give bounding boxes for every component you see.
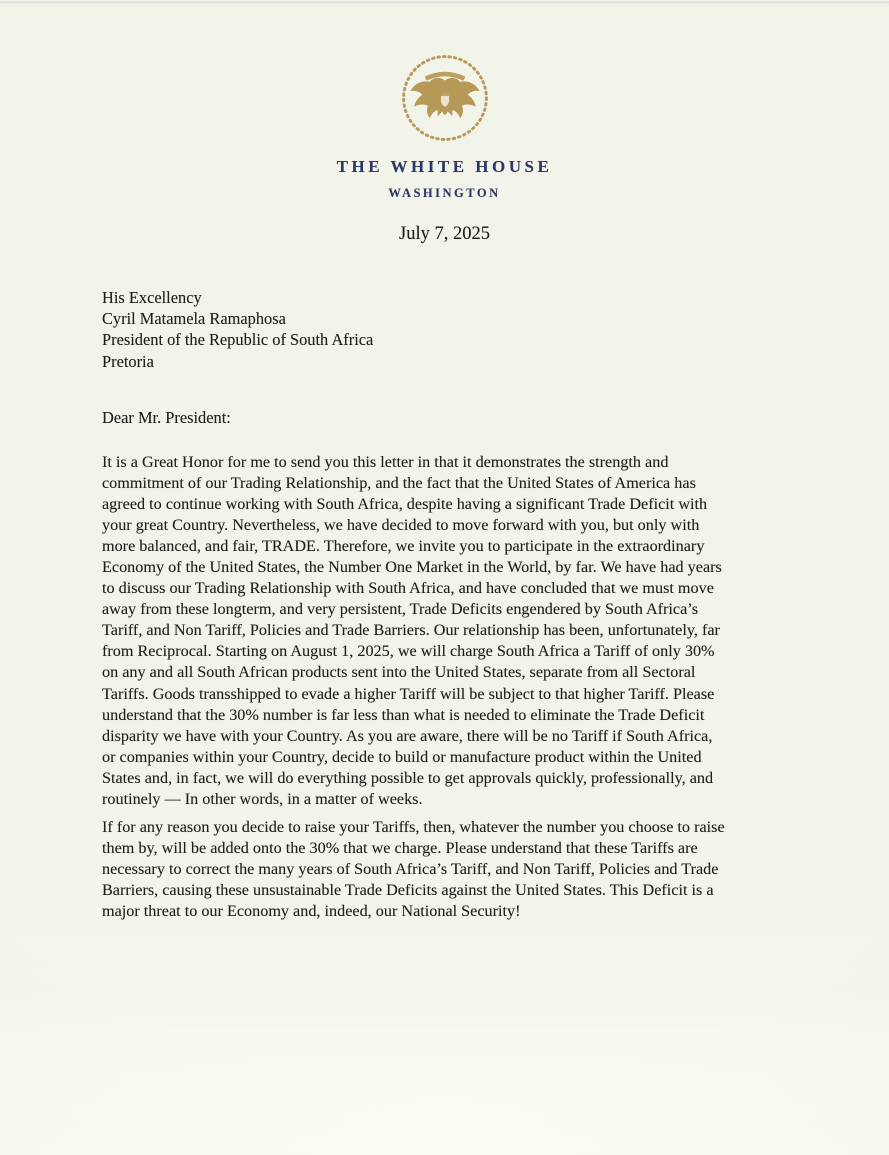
- body-line: understand that the 30% number is far less than what is needed to eliminate the Trade Deficit: [102, 705, 705, 724]
- body-line: It is a Great Honor for me to send you this letter in that it demonstrates the strength and: [102, 453, 669, 471]
- body-paragraph-2: [102, 817, 725, 922]
- body-line: Tariffs. Goods transshipped to evade a higher Tariff will be subject to that higher Tariff. Please: [102, 684, 715, 703]
- body-line: major threat to our Economy and, indeed, our National Security!: [102, 902, 521, 921]
- body-line: necessary to correct the many years of South Africa’s Tariff, and Non Tariff, Policies and Trade: [102, 860, 719, 879]
- salutation: Dear Mr. President:: [102, 408, 231, 427]
- body-paragraph-1: [102, 452, 722, 810]
- body-line: disparity we have with your Country. As you are aware, there will be no Tariff if South Africa,: [102, 726, 713, 745]
- body-line: Barriers, causing these unsustainable Trade Deficits against the United States. This Deficit is a: [102, 881, 714, 900]
- recipient-line: His Excellency: [102, 288, 202, 307]
- body-line: If for any reason you decide to raise your Tariffs, then, whatever the number you choose to raise: [102, 818, 725, 836]
- body-line: away from these longterm, and very persistent, Trade Deficits engendered by South Africa’s: [102, 600, 699, 619]
- body-line: from Reciprocal. Starting on August 1, 2025, we will charge South Africa a Tariff of only 30%: [102, 642, 715, 661]
- letterhead-title: THE WHITE HOUSE: [336, 157, 553, 176]
- letterhead-subtitle: WASHINGTON: [388, 186, 501, 200]
- recipient-line: President of the Republic of South Africa: [102, 330, 374, 350]
- body-line: Tariff, and Non Tariff, Policies and Trade Barriers. Our relationship has been, unfortunately, far: [102, 621, 720, 640]
- presidential-seal-icon: [399, 52, 491, 144]
- recipient-line: Cyril Matamela Ramaphosa: [102, 309, 286, 329]
- body-line: or companies within your Country, decide to build or manufacture product within the United: [102, 747, 702, 766]
- body-line: more balanced, and fair, TRADE. Therefore, we invite you to participate in the extraordinary: [102, 537, 705, 556]
- letter-date: July 7, 2025: [399, 224, 490, 244]
- body-line: to discuss our Trading Relationship with South Africa, and have concluded that we must move: [102, 579, 714, 598]
- body-line: routinely — In other words, in a matter of weeks.: [102, 789, 423, 808]
- body-line: your great Country. Nevertheless, we have decided to move forward with you, but only with: [102, 516, 700, 535]
- recipient-address-block: [102, 287, 373, 372]
- body-line: on any and all South African products sent into the United States, separate from all Sectoral: [102, 663, 696, 682]
- body-line: Economy of the United States, the Number One Market in the World, by far. We have had years: [102, 558, 722, 577]
- body-line: them by, will be added onto the 30% that we charge. Please understand that these Tariffs are: [102, 839, 698, 858]
- body-line: commitment of our Trading Relationship, and the fact that the United States of America has: [102, 474, 696, 493]
- recipient-line: Pretoria: [102, 351, 154, 371]
- body-line: agreed to continue working with South Africa, despite having a significant Trade Deficit with: [102, 495, 708, 514]
- body-line: States and, in fact, we will do everything possible to get approvals quickly, professionally, and: [102, 768, 714, 787]
